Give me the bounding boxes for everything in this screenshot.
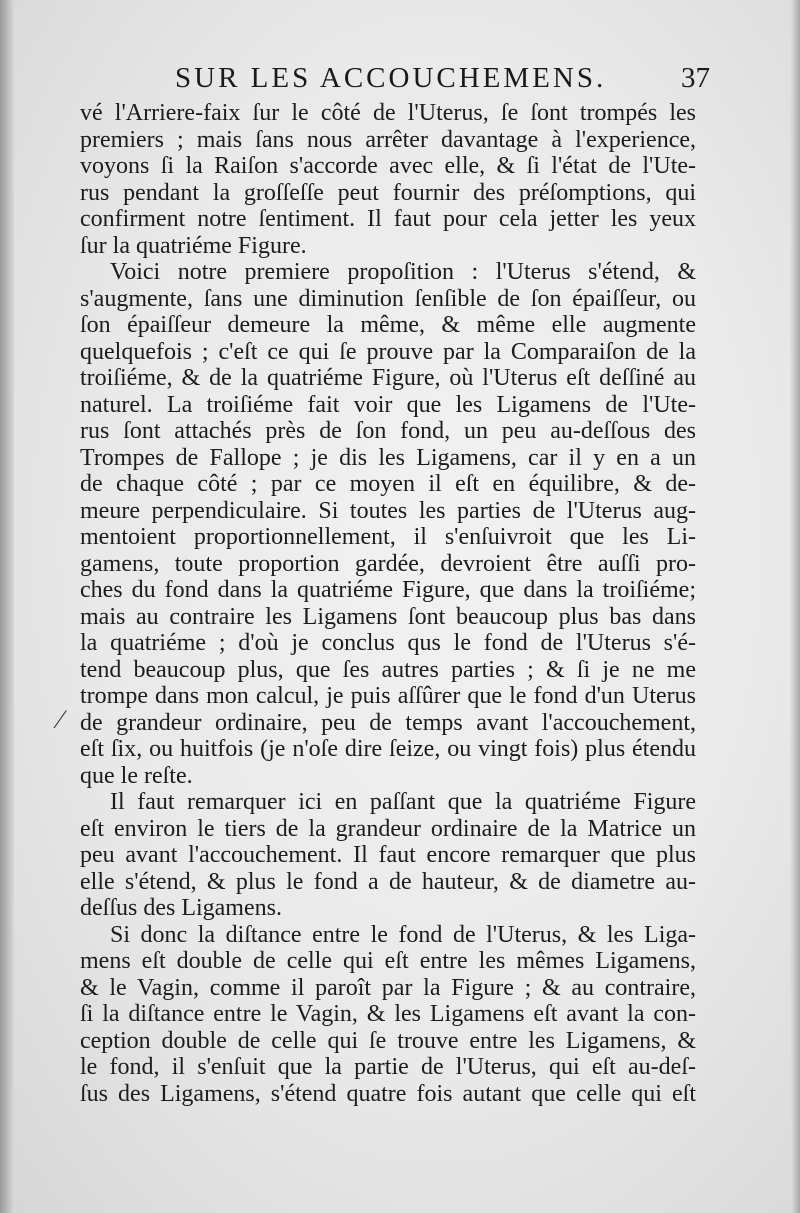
text-line: eſt ſix, ou huitfois (je n'oſe dire ſeize, ou vingt fois) plus étendu — [80, 736, 696, 762]
text-line: ches du fond dans la quatriéme Figure, que dans la troiſiéme; — [80, 577, 696, 603]
text-line: tend beaucoup plus, que ſes autres parties ; & ſi je ne me — [80, 656, 696, 683]
text-line: le fond, il s'enſuit que la partie de l'Uterus, qui eſt au-deſ- — [80, 1054, 696, 1080]
text-line: ſon épaiſſeur demeure la même, & même elle augmente — [80, 312, 696, 338]
margin-annotation-mark: ⁄ — [58, 705, 63, 734]
text-line: rus pendant la groſſeſſe peut fournir des préſomptions, qui — [80, 179, 696, 206]
text-line: rus ſont attachés près de ſon fond, un peu au-deſſous des — [80, 418, 696, 444]
text-line: Il faut remarquer ici en paſſant que la quatriéme Figure — [110, 789, 696, 815]
page-gutter-shadow — [0, 0, 14, 1213]
text-line: peu avant l'accouchement. Il faut encore remarquer que plus — [80, 842, 696, 868]
text-line: ſi la diſtance entre le Vagin, & les Ligamens eſt avant la con- — [80, 1001, 696, 1027]
text-line: premiers ; mais ſans nous arrêter davantage à l'experience, — [80, 126, 696, 153]
text-line: Voici notre premiere propoſition : l'Uterus s'étend, & — [110, 259, 696, 285]
text-line: elle s'étend, & plus le fond a de hauteur, & de diametre au- — [80, 868, 696, 895]
text-line: mentoient proportionnellement, il s'enſuivroit que les Li- — [80, 524, 696, 550]
text-line: vé l'Arriere-faix ſur le côté de l'Uterus, ſe ſont trompés les — [80, 100, 696, 126]
text-line: troiſiéme, & de la quatriéme Figure, où l'Uterus eſt deſſiné au — [80, 365, 696, 391]
page-header — [150, 60, 710, 100]
text-line: meure perpendiculaire. Si toutes les parties de l'Uterus aug- — [80, 497, 696, 524]
text-line: naturel. La troiſiéme fait voir que les Ligamens de l'Ute- — [80, 391, 696, 418]
text-line: & le Vagin, comme il paroît par la Figure ; & au contraire, — [80, 974, 696, 1001]
text-line: mens eſt double de celle qui eſt entre les mêmes Ligamens, — [80, 948, 696, 974]
text-line: quelquefois ; c'eſt ce qui ſe prouve par la Comparaiſon de la — [80, 338, 696, 365]
text-line: ception double de celle qui ſe trouve entre les Ligamens, & — [80, 1027, 696, 1054]
body-text — [80, 100, 696, 1107]
text-line: mais au contraire les Ligamens ſont beaucoup plus bas dans — [80, 603, 696, 630]
text-line: confirment notre ſentiment. Il faut pour cela jetter les yeux — [80, 206, 696, 232]
text-line: gamens, toute proportion gardée, devroient être auſſi pro- — [80, 550, 696, 577]
text-line: ſus des Ligamens, s'étend quatre fois autant que celle qui eſt — [80, 1080, 696, 1107]
text-line: deſſus des Ligamens. — [80, 895, 282, 921]
page-number: 37 — [681, 62, 710, 94]
text-line: trompe dans mon calcul, je puis aſſûrer que le fond d'un Uterus — [80, 683, 696, 709]
text-line: s'augmente, ſans une diminution ſenſible de ſon épaiſſeur, ou — [80, 285, 696, 312]
text-line: Si donc la diſtance entre le fond de l'Uterus, & les Liga- — [110, 921, 696, 948]
running-head: SUR LES ACCOUCHEMENS. — [175, 62, 607, 94]
text-line: ſur la quatriéme Figure. — [80, 232, 307, 259]
text-line: de grandeur ordinaire, peu de temps avant l'accouchement, — [80, 709, 696, 736]
text-line: de chaque côté ; par ce moyen il eſt en équilibre, & de- — [80, 471, 696, 497]
page-edge-shadow — [790, 0, 800, 1213]
text-line: Trompes de Fallope ; je dis les Ligamens, car il y en a un — [80, 444, 696, 471]
text-line: la quatriéme ; d'où je conclus qus le fond de l'Uterus s'é- — [80, 630, 696, 656]
text-line: voyons ſi la Raiſon s'accorde avec elle, & ſi l'état de l'Ute- — [80, 153, 696, 179]
text-line: que le reſte. — [80, 762, 193, 789]
text-line: eſt environ le tiers de la grandeur ordinaire de la Matrice un — [80, 815, 696, 842]
